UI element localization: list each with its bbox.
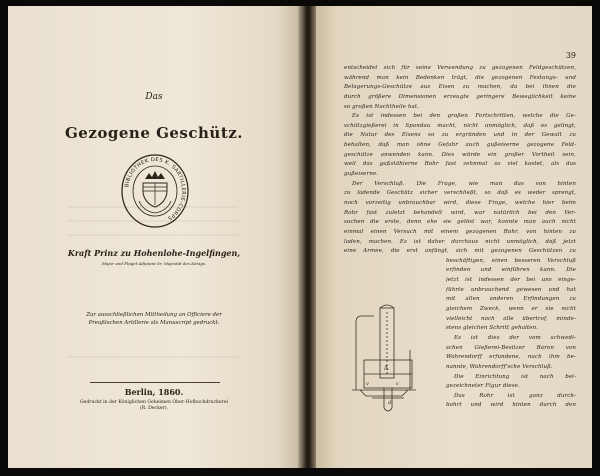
left-page — [8, 6, 300, 468]
text-line: schützgießerei in Spandau macht, nicht unmöglich, daß es gelingt, — [344, 122, 576, 129]
library-stamp-seal — [119, 151, 191, 231]
printer-line: (R. Decker). — [139, 406, 169, 411]
text-line: erfinden und einführen kann. Die — [446, 267, 576, 274]
printer-imprint — [48, 400, 260, 412]
breech-mechanism-figure — [344, 304, 446, 428]
text-line: stens gleichen Schritt gehalten. — [446, 325, 539, 332]
text-line: suchen die erste, denn ehe sie gelöst war, konnte man auch nicht — [344, 219, 576, 226]
text-line: vielleicht noch alle übertrof, minde- — [446, 315, 576, 322]
text-line: Belagerungs-Geschütze aus Eisen zu machen, da bei ihnen die — [344, 84, 576, 91]
text-line: so großen Nachtheile hat. — [344, 103, 420, 110]
text-line: schen Gießerei-Besitzer Baron von — [446, 344, 576, 351]
book-gutter — [298, 6, 316, 468]
right-page — [316, 6, 592, 468]
text-line: weil das gußstählerne Rohr fast zehnmal so viel kostet, als das — [344, 161, 576, 168]
text-line: Die Einrichtung ist nach bei- — [454, 373, 576, 380]
dedication-line: Preußischen Artillerie als Manuscript gedruckt. — [88, 319, 220, 326]
text-line: die Natur des Eisens so zu ergründen und in der Gewalt zu — [344, 132, 576, 139]
dedication — [38, 312, 270, 327]
book-title: Gezogene Geschütz. — [65, 124, 243, 142]
text-line: entscheidet sich für seine Verwendung zu gezogenen Feldgeschützen, — [344, 65, 576, 71]
text-line: Es ist dies der vom schwedi- — [454, 334, 576, 341]
text-line: zu ladende Geschütz sicher verschließt, so daß es weder sprengt, — [344, 190, 576, 197]
text-line: bohrt und wird hinten durch den — [446, 402, 576, 409]
figure-label-v: v — [366, 381, 369, 387]
text-line: beschäftigen, einen besseren Verschluß — [446, 257, 576, 264]
text-line: einmal einen Versuch mit einem gezogenen Rohr, von hinten zu — [344, 228, 576, 235]
figure-label-a: A — [384, 365, 389, 372]
text-line: jetzt ist indessen der bei uns einge- — [446, 277, 576, 284]
place-and-year: Berlin, 1860. — [124, 387, 184, 397]
author-line: Kraft Prinz zu Hohenlohe-Ingelfingen, — [67, 248, 241, 258]
bleed-through — [68, 234, 238, 236]
text-line: eine Armee, die erst anfängt, sich mit gezogenen Geschützen zu — [344, 248, 576, 255]
figure-label-d: d — [388, 400, 392, 406]
seal-text: BIBLIOTHEK DES K. SARTILLERIE-CORPS — [124, 156, 187, 222]
text-line: Rohr fast zuletzt behandelt wird, war natürlich bei den Ver- — [344, 209, 576, 216]
figure-label-c: c — [396, 381, 399, 387]
text-line: Wahrendorff erfundene, nach ihm be- — [446, 354, 576, 361]
text-line: führte unbrauchend gewesen und hat — [446, 286, 576, 293]
dedication-line: Zur ausschließlichen Mittheilung an Officiere der — [86, 312, 222, 318]
bleed-through — [68, 356, 238, 358]
printer-line: Gedruckt in der Königlichen Geheimen Ober-Hofbuchdruckerei — [79, 400, 229, 405]
text-line: gußeiserne. — [344, 171, 379, 178]
text-line: gleichem Zweck, wenn er sie nicht — [446, 306, 576, 313]
title-prefix: Das — [145, 92, 163, 102]
text-line: Der Verschluß. Die Frage, wie man das von hinten — [352, 180, 576, 187]
text-line: während man kein Bedenken trägt, die gezogenen Festungs- und — [344, 74, 576, 81]
text-line: gezeichneter Figur diese. — [446, 383, 520, 390]
text-line: laden, machen. Es ist daher durchaus nicht unmöglich, daß jetzt — [344, 238, 576, 245]
text-line: behalten, daß man ohne Gefahr auch gußeiserne gezogene Feld- — [344, 142, 576, 149]
text-line: mit allen anderen Erfindungen zu — [446, 296, 576, 303]
page-number: 39 — [565, 51, 576, 60]
text-line: noch vorzeitig unbrauchbar wird, diese Frage, welche hier beim — [344, 199, 576, 206]
text-line: geschütze anwenden kann. Dies würde ein großer Vortheil sein, — [344, 151, 576, 158]
text-line: nannte, Wahrendorff'sche Verschluß. — [446, 363, 553, 370]
text-line: Das Rohr ist ganz durch- — [454, 392, 576, 399]
text-line: Es ist indessen bei den großen Fortschritten, welche die Ge- — [352, 113, 576, 120]
text-line: durch größere Dimensionen erzeugte geringere Beweglichkeit keine — [344, 93, 576, 100]
author-rank: Major und Flügel-Adjutant Sr. Majestät des Königs. — [101, 261, 207, 266]
divider-rule — [90, 382, 220, 383]
